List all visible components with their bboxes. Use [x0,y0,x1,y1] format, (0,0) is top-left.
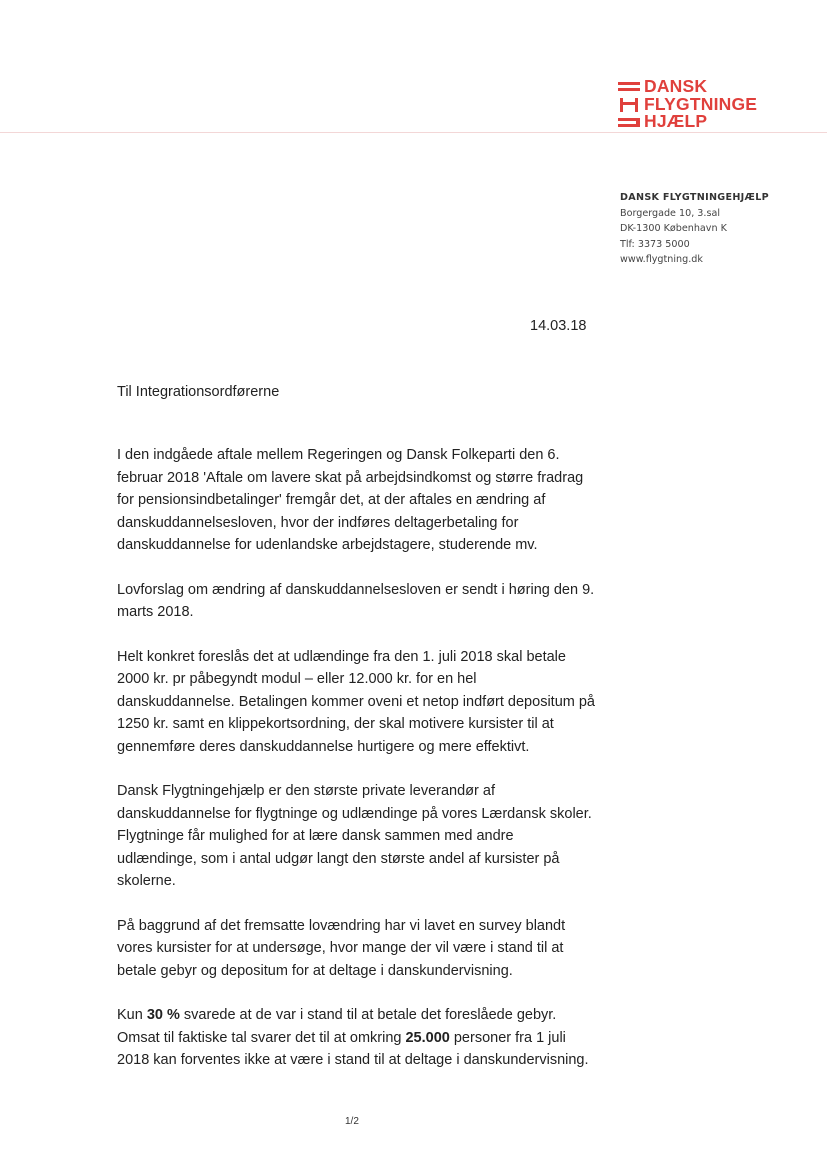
address-city: DK-1300 København K [620,223,727,234]
paragraph-6-part-a: Kun [117,1007,147,1023]
paragraph-5: På baggrund af det fremsatte lovændring har vi lavet en survey blandt vores kursister for at undersøge, hvor mange der vil være i stand til at betale gebyr og depositum for at deltage i danskundervisning. [117,917,566,979]
page-number: 1/2 [345,1116,359,1127]
paragraph-6-part-c: svarede at de var i stand til at betale det foreslåede gebyr. Omsat til faktiske tal svarer det til at omkring [117,1007,557,1046]
paragraph-6 [117,1004,597,1072]
dfh-logo-mark [618,80,642,132]
paragraph-4: Dansk Flygtningehjælp er den største private leverandør af danskuddannelse for flygtninge og udlændinge på vores Lærdansk skoler. Flygtninge får mulighed for at lære dansk sammen med andre udlændinge, som i antal udgør langt den største andel af kursister på skolerne. [117,783,592,889]
dfh-logo [618,78,768,134]
address-web: www.flygtning.dk [620,254,703,265]
header-rule [0,132,827,133]
logo-line-2: FLYGTNINGE [644,93,758,114]
paragraph-6-part-e: personer fra 1 juli 2018 kan forventes ikke at være i stand til at deltage i danskundervisning. [117,1029,589,1068]
address-org: DANSK FLYGTNINGEHJÆLP [620,192,769,203]
paragraph-3: Helt konkret foreslås det at udlændinge fra den 1. juli 2018 skal betale 2000 kr. pr påbegyndt modul – eller 12.000 kr. for en hel danskuddannelse. Betalingen kommer oveni et netop indført depositum på 1250 kr. samt en klippekortsordning, der skal motivere kursister til at gennemføre deres danskuddannelse hurtigere og mere effektivt. [117,648,595,755]
persons-figure: 25.000 [405,1029,450,1046]
percent-figure: 30 % [146,1007,180,1023]
address-phone: Tlf: 3373 5000 [620,238,690,250]
letter-date: 14.03.18 [530,318,587,334]
paragraph-2: Lovforslag om ændring af danskuddannelsesloven er sendt i høring den 9. marts 2018. [117,581,595,620]
logo-line-1: DANSK [644,76,708,96]
logo-line-3: HJÆLP [644,111,708,131]
letter-body [117,444,597,1094]
sender-address [620,190,769,268]
address-street: Borgergade 10, 3.sal [620,207,721,219]
dfh-logo-text [644,78,757,131]
paragraph-1: I den indgåede aftale mellem Regeringen og Dansk Folkeparti den 6. februar 2018 'Aftale om lavere skat på arbejdsindkomst og større fradrag for pensionsindbetalinger' fremgår det, at der aftales en ændring af danskuddannelsesloven, hvor der indføres deltagerbetaling for danskuddannelse for udenlandske arbejdstagere, studerende mv. [117,447,584,553]
salutation: Til Integrationsordførerne [117,384,280,400]
